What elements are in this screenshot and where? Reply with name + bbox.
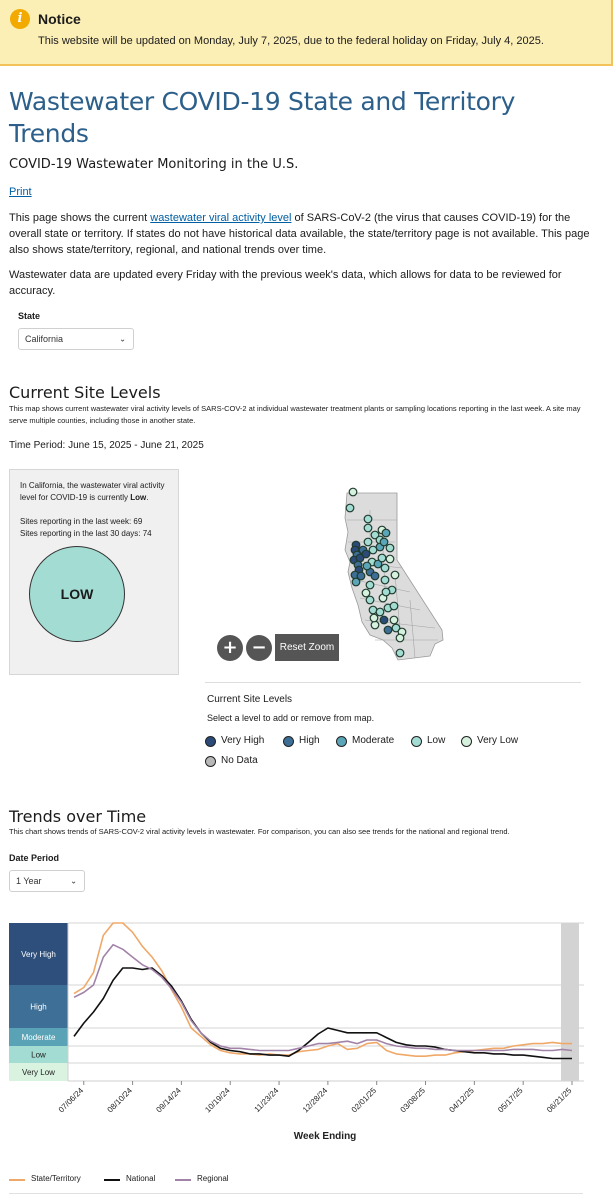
regional-line-swatch (175, 1179, 191, 1181)
intro-text: This page shows the current (9, 212, 151, 224)
site-marker[interactable] (381, 564, 389, 572)
page-subtitle: COVID-19 Wastewater Monitoring in the U.S. (9, 157, 299, 172)
legend-label: State/Territory (31, 1174, 81, 1183)
site-marker[interactable] (382, 588, 390, 596)
site-marker[interactable] (352, 578, 360, 586)
national-line-swatch (104, 1179, 120, 1181)
intro-paragraph (9, 210, 603, 258)
level-band-label: Very Low (22, 1068, 55, 1077)
summary-level: Low (130, 493, 147, 502)
legend-label: National (126, 1174, 156, 1183)
site-marker[interactable] (390, 616, 398, 624)
very-low-dot-icon (461, 736, 472, 747)
series-line (74, 945, 572, 1051)
x-tick-label: 02/01/25 (349, 1086, 379, 1115)
trend-chart (0, 915, 613, 1143)
trends-heading: Trends over Time (9, 807, 147, 826)
low-dot-icon (411, 736, 422, 747)
site-marker[interactable] (378, 554, 386, 562)
summary-sentence: In California, the wastewater viral activity level for COVID-19 is currently (20, 481, 165, 502)
series-line (74, 923, 572, 1056)
site-marker[interactable] (349, 488, 357, 496)
current-week-highlight (561, 923, 579, 1081)
chevron-down-icon: ⌄ (119, 334, 126, 344)
date-period-label: Date Period (9, 853, 60, 863)
site-marker[interactable] (381, 576, 389, 584)
map-legend-title: Current Site Levels (207, 694, 293, 705)
level-circle: LOW (29, 546, 125, 642)
info-icon: i (10, 9, 30, 29)
site-marker[interactable] (371, 621, 379, 629)
site-marker[interactable] (363, 562, 371, 570)
legend-label: Very High (221, 735, 265, 746)
site-marker[interactable] (366, 581, 374, 589)
state-summary-box (9, 469, 179, 675)
zoom-out-button[interactable]: − (246, 635, 272, 661)
site-marker[interactable] (364, 538, 372, 546)
site-marker[interactable] (391, 571, 399, 579)
x-tick-label: 10/19/24 (203, 1086, 232, 1115)
site-marker[interactable] (364, 524, 372, 532)
notice-text: This website will be updated on Monday, July 7, 2025, due to the federal holiday on Friday, July 4, 2025. (38, 35, 544, 47)
summary-period: . (146, 493, 149, 502)
site-marker[interactable] (371, 572, 379, 580)
state-select-value: California (25, 334, 64, 344)
x-tick-label: 03/08/25 (398, 1086, 427, 1115)
page-title: Wastewater COVID-19 State and Territory Trends (9, 87, 516, 148)
chevron-down-icon: ⌄ (70, 876, 77, 886)
x-tick-label: 07/06/24 (56, 1086, 86, 1115)
site-marker[interactable] (390, 602, 398, 610)
site-marker[interactable] (384, 626, 392, 634)
series-line (74, 968, 572, 1059)
time-period: Time Period: June 15, 2025 - June 21, 2025 (9, 440, 204, 451)
print-link[interactable]: Print (9, 186, 32, 198)
site-marker[interactable] (376, 608, 384, 616)
x-tick-label: 06/21/25 (545, 1086, 574, 1115)
legend-label: Very Low (477, 735, 519, 746)
site-marker[interactable] (380, 616, 388, 624)
x-tick-label: 12/28/24 (300, 1086, 330, 1115)
update-paragraph: Wastewater data are updated every Friday with the previous week's data, which allows for data to be reviewed for accuracy. (9, 269, 562, 297)
reset-zoom-button[interactable]: Reset Zoom (275, 634, 339, 661)
site-marker[interactable] (386, 555, 394, 563)
legend-divider (205, 682, 581, 683)
level-band-label: Moderate (21, 1033, 56, 1042)
site-marker[interactable] (364, 515, 372, 523)
date-period-select[interactable] (9, 870, 85, 892)
high-dot-icon (283, 736, 294, 747)
level-band-label: High (30, 1002, 47, 1012)
site-marker[interactable] (362, 589, 370, 597)
sites-last-week: Sites reporting in the last week: 69 (20, 517, 143, 526)
very-high-dot-icon (205, 736, 216, 747)
state-select[interactable] (18, 328, 134, 350)
legend-label: No Data (221, 755, 258, 766)
state-label: State (18, 311, 41, 321)
level-band-label: Very High (21, 950, 56, 959)
current-site-levels-description: This map shows current wastewater viral activity levels of SARS-COV-2 at individual wastewater treatment plants or sampling locations reporting in the last week. A site may serve multiple counties, including those in another state. (9, 404, 581, 425)
x-tick-label: 04/12/25 (447, 1086, 476, 1115)
viral-activity-level-link[interactable]: wastewater viral activity level (150, 212, 292, 224)
x-axis-label: Week Ending (293, 1131, 357, 1142)
x-tick-label: 09/14/24 (154, 1086, 183, 1115)
site-marker[interactable] (346, 504, 354, 512)
level-band-label: Low (31, 1050, 46, 1060)
divider (9, 1193, 583, 1194)
map-legend-subtitle: Select a level to add or remove from map. (207, 713, 375, 723)
no-data-dot-icon (205, 756, 216, 767)
site-marker[interactable] (366, 596, 374, 604)
current-site-levels-heading: Current Site Levels (9, 383, 161, 402)
site-marker[interactable] (386, 544, 394, 552)
x-tick-label: 05/17/25 (496, 1086, 525, 1115)
x-tick-label: 11/23/24 (252, 1086, 281, 1115)
legend-label: Low (427, 735, 446, 746)
state-summary-text (20, 480, 170, 540)
notice-banner (0, 0, 613, 66)
sites-last-30-days: Sites reporting in the last 30 days: 74 (20, 529, 152, 538)
legend-label: Moderate (352, 735, 395, 746)
intro-text-2: of SARS-CoV-2 (the virus that causes COVID-19) for the overall state or territory. If states do not have historical data available, the state/territory page is not available. This page also shows state/territory, regional, and national trends over time. (9, 212, 590, 256)
trends-description: This chart shows trends of SARS-COV-2 viral activity levels in wastewater. For comparison, you can also see trends for the national and regional trend. (9, 827, 510, 836)
site-marker[interactable] (370, 614, 378, 622)
legend-label: High (299, 735, 320, 746)
state-line-swatch (9, 1179, 25, 1181)
legend-label: Regional (197, 1174, 229, 1183)
site-marker[interactable] (396, 634, 404, 642)
date-period-value: 1 Year (16, 876, 42, 886)
moderate-dot-icon (336, 736, 347, 747)
notice-title: Notice (38, 11, 81, 27)
zoom-in-button[interactable]: + (217, 635, 243, 661)
site-marker[interactable] (382, 529, 390, 537)
x-tick-label: 08/10/24 (105, 1086, 135, 1115)
site-marker[interactable] (380, 538, 388, 546)
site-marker[interactable] (362, 550, 370, 558)
site-marker[interactable] (396, 649, 404, 657)
